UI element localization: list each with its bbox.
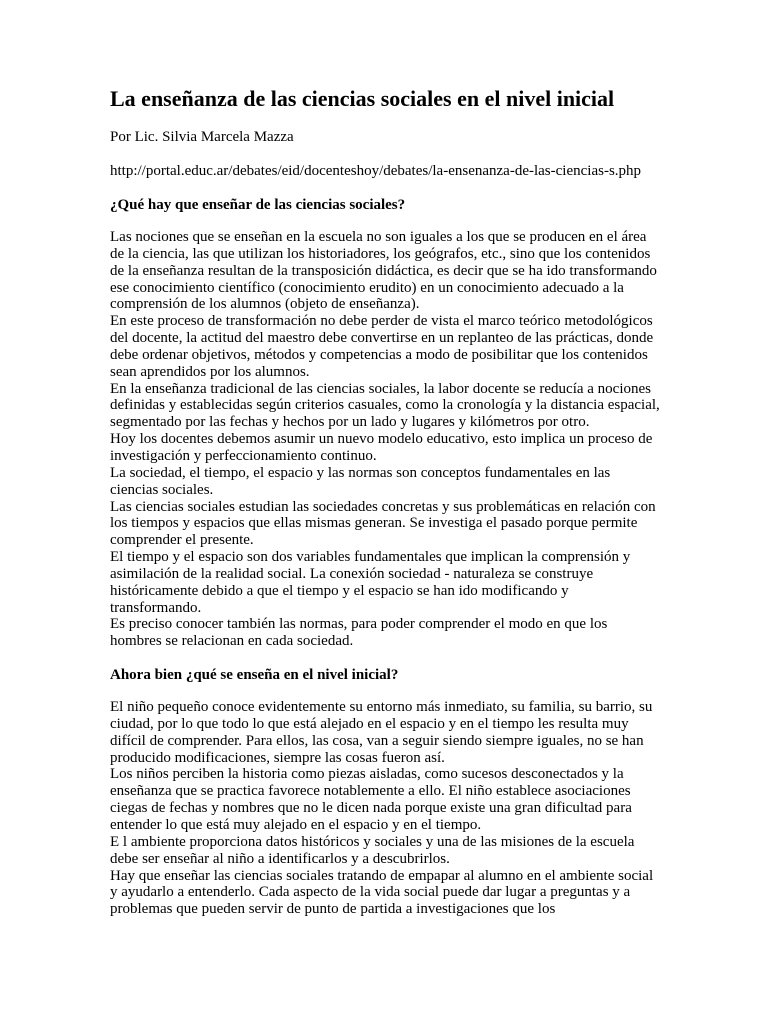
paragraph: Los niños perciben la historia como piezas aisladas, como sucesos desconectados y la enseñanza que se practica favorece notablemente a ello. El niño establece asociaciones ciegas de fechas y nombres que no le dicen nada porque existe una gran dificultad para entender lo que está muy alejado en el espacio y en el tiempo. — [110, 766, 632, 833]
author-line: Por Lic. Silvia Marcela Mazza — [110, 129, 294, 145]
paragraph: En la enseñanza tradicional de las ciencias sociales, la labor docente se reducía a nociones definidas y establecidas según criterios casuales, como la cronología y la distancia espacial, segmentado por las fechas y hechos por un lado y lugares y kilómetros por otro. — [110, 380, 660, 431]
document-body — [110, 84, 660, 918]
paragraph: Es preciso conocer también las normas, para poder comprender el modo en que los hombres se relacionan en cada sociedad. — [110, 616, 608, 650]
paragraph: Las ciencias sociales estudian las sociedades concretas y sus problemáticas en relación con los tiempos y espacios que ellas mismas generan. Se investiga el pasado porque permite comprender el presente. — [110, 498, 656, 549]
section-body-que-ensenar — [110, 229, 660, 650]
section-heading-nivel-inicial: Ahora bien ¿qué se enseña en el nivel inicial? — [110, 667, 399, 684]
paragraph: E l ambiente proporciona datos históricos y sociales y una de las misiones de la escuela debe ser enseñar al niño a identificarlos y a descubrirlos. — [110, 833, 635, 867]
source-url: http://portal.educ.ar/debates/eid/docenteshoy/debates/la-ensenanza-de-las-ciencias-s.php — [110, 163, 642, 179]
paragraph: El tiempo y el espacio son dos variables fundamentales que implican la comprensión y asimilación de la realidad social. La conexión sociedad - naturaleza se construye históricamente debido a que el tiempo y el espacio se han ido modificando y transformando. — [110, 549, 631, 616]
paragraph: El niño pequeño conoce evidentemente su entorno más inmediato, su familia, su barrio, su ciudad, por lo que todo lo que está alejado en el espacio y en el tiempo les resulta muy difícil de comprender. Para ellos, las cosa, van a seguir siendo siempre iguales, no se han producido modificaciones, siempre las cosas fueron así. — [110, 699, 653, 766]
paragraph: En este proceso de transformación no debe perder de vista el marco teórico metodológicos del docente, la actitud del maestro debe convertirse en un replanteo de las prácticas, donde debe ordenar objetivos, métodos y competencias a modo de posibilitar que los contenidos sean aprendidos por los alumnos. — [110, 313, 654, 380]
section-body-nivel-inicial — [110, 699, 660, 918]
section-heading-que-ensenar: ¿Qué hay que enseñar de las ciencias sociales? — [110, 197, 406, 213]
paragraph: Hoy los docentes debemos asumir un nuevo modelo educativo, esto implica un proceso de investigación y perfeccionamiento continuo. — [110, 431, 653, 464]
document-title: La enseñanza de las ciencias sociales en el nivel inicial — [110, 86, 615, 111]
paragraph: Las nociones que se enseñan en la escuela no son iguales a los que se producen en el área de la ciencia, las que utilizan los historiadores, los geógrafos, etc., sino que los contenidos de la enseñanza resultan de la transposición didáctica, es decir que se ha ido transformando ese conocimiento científico (conocimiento erudito) en un conocimiento adecuado a la comprensión de los alumnos (objeto de enseñanza). — [110, 229, 657, 313]
paragraph: La sociedad, el tiempo, el espacio y las normas son conceptos fundamentales en las ciencias sociales. — [110, 464, 611, 498]
paragraph: Hay que enseñar las ciencias sociales tratando de empapar al alumno en el ambiente social y ayudarlo a entenderlo. Cada aspecto de la vida social puede dar lugar a preguntas y a problemas que pueden servir de punto de partida a investigaciones que los — [110, 867, 654, 918]
